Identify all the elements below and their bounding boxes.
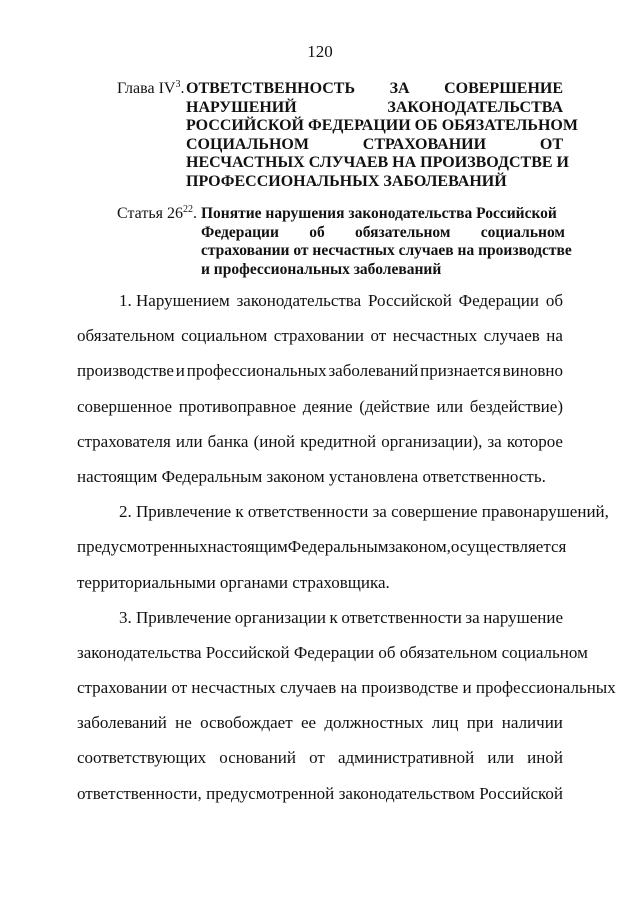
article-label: Статья $26^{22}$. bbox=[117, 204, 197, 222]
text-chunk: социальном bbox=[181, 326, 268, 346]
paragraph-line bbox=[77, 676, 616, 711]
text-chunk: и bbox=[175, 361, 185, 381]
text-chunk: ответственности, bbox=[77, 783, 202, 803]
text-chunk: бездействие) bbox=[469, 396, 563, 416]
chapter-title-line bbox=[186, 80, 563, 99]
text-chunk: СОВЕРШЕНИЕ bbox=[444, 80, 563, 97]
text-chunk: производстве bbox=[77, 361, 174, 381]
chapter-number-superscript: 3 bbox=[175, 79, 181, 90]
text-chunk: законодательства bbox=[236, 291, 362, 310]
chapter-title-line bbox=[186, 99, 563, 118]
article-title-line bbox=[201, 242, 572, 261]
text-chunk: 3. Привлечение bbox=[119, 607, 232, 627]
text-chunk: организации bbox=[234, 607, 326, 627]
page-number: 120 bbox=[307, 42, 333, 61]
text-chunk: иной bbox=[527, 748, 563, 768]
text-chunk: страховании bbox=[273, 326, 365, 346]
chapter-title-line bbox=[186, 173, 563, 192]
article-heading bbox=[117, 204, 572, 279]
paragraph-line bbox=[77, 324, 563, 359]
article-number-superscript: 22 bbox=[182, 204, 193, 215]
text-chunk: 2. Привлечение к ответственности за совершение правонарушений, bbox=[119, 502, 609, 522]
text-chunk: или bbox=[175, 431, 203, 451]
text-chunk: Российской bbox=[479, 783, 563, 803]
text-chunk: страховании от несчастных случаев на производстве и профессиональных bbox=[77, 678, 616, 698]
text-chunk: соответствующих bbox=[77, 748, 207, 768]
text-chunk: страхователя bbox=[77, 431, 171, 451]
text-chunk: нарушение bbox=[483, 607, 563, 627]
text-chunk: наличии bbox=[501, 713, 563, 733]
text-chunk: за bbox=[465, 607, 480, 627]
chapter-title bbox=[186, 80, 578, 191]
text-chunk: ОТВЕТСТВЕННОСТЬ bbox=[186, 80, 356, 97]
text-chunk: настоящим bbox=[207, 537, 288, 557]
text-chunk: (иной bbox=[253, 431, 296, 451]
text-chunk: виновно bbox=[502, 361, 563, 381]
text-chunk: и профессиональных заболеваний bbox=[201, 260, 442, 278]
text-chunk: социальном bbox=[480, 223, 565, 241]
text-chunk: территориальными органами страховщика. bbox=[77, 572, 390, 592]
text-chunk: ЗА bbox=[389, 80, 410, 97]
paragraph-line bbox=[77, 430, 563, 465]
text-chunk: к bbox=[329, 607, 338, 627]
text-chunk: НЕСЧАСТНЫХ СЛУЧАЕВ НА ПРОИЗВОДСТВЕ И bbox=[186, 154, 569, 171]
paragraph-line bbox=[77, 289, 563, 324]
paragraph-line bbox=[77, 711, 563, 746]
text-chunk: деяние bbox=[302, 396, 353, 416]
text-chunk: оснований bbox=[219, 748, 296, 768]
article-body bbox=[77, 289, 616, 817]
paragraph-line bbox=[77, 571, 563, 606]
text-chunk: Российской bbox=[368, 291, 452, 310]
text-chunk: РОССИЙСКОЙ ФЕДЕРАЦИИ ОБ ОБЯЗАТЕЛЬНОМ bbox=[186, 117, 578, 134]
paragraph bbox=[77, 606, 616, 817]
text-chunk: освобождает bbox=[200, 713, 293, 733]
paragraph-line bbox=[77, 782, 563, 817]
text-chunk: законодательством bbox=[338, 783, 475, 803]
paragraph-line bbox=[77, 395, 563, 430]
text-chunk: Федерации bbox=[201, 223, 279, 241]
paragraph bbox=[77, 289, 563, 500]
text-chunk: за bbox=[487, 431, 502, 451]
text-chunk: должностных bbox=[324, 713, 424, 733]
text-chunk: несчастных bbox=[392, 326, 478, 346]
article-title-line bbox=[201, 205, 565, 224]
text-chunk: не bbox=[175, 713, 192, 733]
text-chunk: ее bbox=[300, 713, 317, 733]
paragraph-line bbox=[77, 500, 609, 535]
text-chunk: ОТ bbox=[539, 135, 563, 153]
chapter-label: Глава $IV^3$. bbox=[117, 79, 185, 97]
chapter-heading bbox=[117, 79, 578, 191]
text-chunk: 1. Нарушением bbox=[119, 291, 230, 310]
text-chunk: законодательства Российской Федерации об обязательном социальном bbox=[77, 642, 588, 662]
chapter-title-line bbox=[186, 154, 569, 173]
text-chunk: организации), bbox=[381, 431, 483, 451]
text-chunk: страховании от несчастных случаев на производстве bbox=[201, 242, 572, 259]
text-chunk: НАРУШЕНИЙ bbox=[186, 98, 297, 116]
paragraph bbox=[77, 500, 609, 606]
article-title bbox=[201, 205, 572, 279]
text-chunk: кредитной bbox=[300, 431, 377, 451]
text-chunk: совершенное bbox=[77, 396, 173, 416]
text-chunk: ответственности bbox=[341, 607, 462, 627]
text-chunk: обязательном bbox=[77, 326, 175, 346]
paragraph-line bbox=[77, 641, 588, 676]
text-chunk: осуществляется bbox=[450, 537, 567, 557]
paragraph-line bbox=[77, 606, 563, 641]
text-chunk: об bbox=[309, 223, 325, 241]
text-chunk: от bbox=[309, 748, 325, 768]
article-title-line bbox=[201, 224, 565, 243]
text-chunk: случаев bbox=[483, 326, 540, 346]
text-chunk: настоящим Федеральным законом установлена ответственность. bbox=[77, 466, 546, 486]
text-chunk: признается bbox=[420, 361, 501, 381]
text-chunk: на bbox=[546, 326, 563, 346]
paragraph-line bbox=[77, 465, 563, 500]
text-chunk: банка bbox=[207, 431, 249, 451]
paragraph-line bbox=[77, 746, 563, 781]
text-chunk: Федеральным bbox=[287, 537, 389, 557]
text-chunk: или bbox=[487, 748, 515, 768]
paragraph-line bbox=[77, 359, 563, 394]
chapter-title-line bbox=[186, 117, 578, 136]
text-chunk: заболеваний bbox=[328, 361, 419, 381]
text-chunk: Понятие нарушения законодательства Российской bbox=[201, 205, 557, 222]
text-chunk: (действие bbox=[359, 396, 430, 416]
text-chunk: административной bbox=[337, 748, 475, 768]
text-chunk: заболеваний bbox=[77, 713, 167, 733]
text-chunk: от bbox=[370, 326, 387, 346]
text-chunk: предусмотренных bbox=[77, 537, 208, 557]
text-chunk: ЗАКОНОДАТЕЛЬСТВА bbox=[387, 98, 563, 116]
text-chunk: или bbox=[436, 396, 464, 416]
text-chunk: при bbox=[466, 713, 494, 733]
text-chunk: ПРОФЕССИОНАЛЬНЫХ ЗАБОЛЕВАНИЙ bbox=[186, 172, 507, 190]
text-chunk: Федерации bbox=[458, 291, 539, 310]
text-chunk: обязательном bbox=[355, 223, 451, 241]
text-chunk: предусмотренной bbox=[206, 783, 335, 803]
chapter-title-line bbox=[186, 136, 563, 155]
text-chunk: СОЦИАЛЬНОМ bbox=[186, 135, 309, 153]
article-title-line bbox=[201, 261, 565, 280]
paragraph-line bbox=[77, 535, 567, 570]
text-chunk: противоправное bbox=[178, 396, 297, 416]
text-chunk: которое bbox=[506, 431, 563, 451]
text-chunk: законом, bbox=[388, 537, 451, 557]
text-chunk: СТРАХОВАНИИ bbox=[362, 135, 487, 153]
text-chunk: профессиональных bbox=[186, 361, 327, 381]
text-chunk: лиц bbox=[431, 713, 459, 733]
text-chunk: об bbox=[545, 291, 563, 310]
